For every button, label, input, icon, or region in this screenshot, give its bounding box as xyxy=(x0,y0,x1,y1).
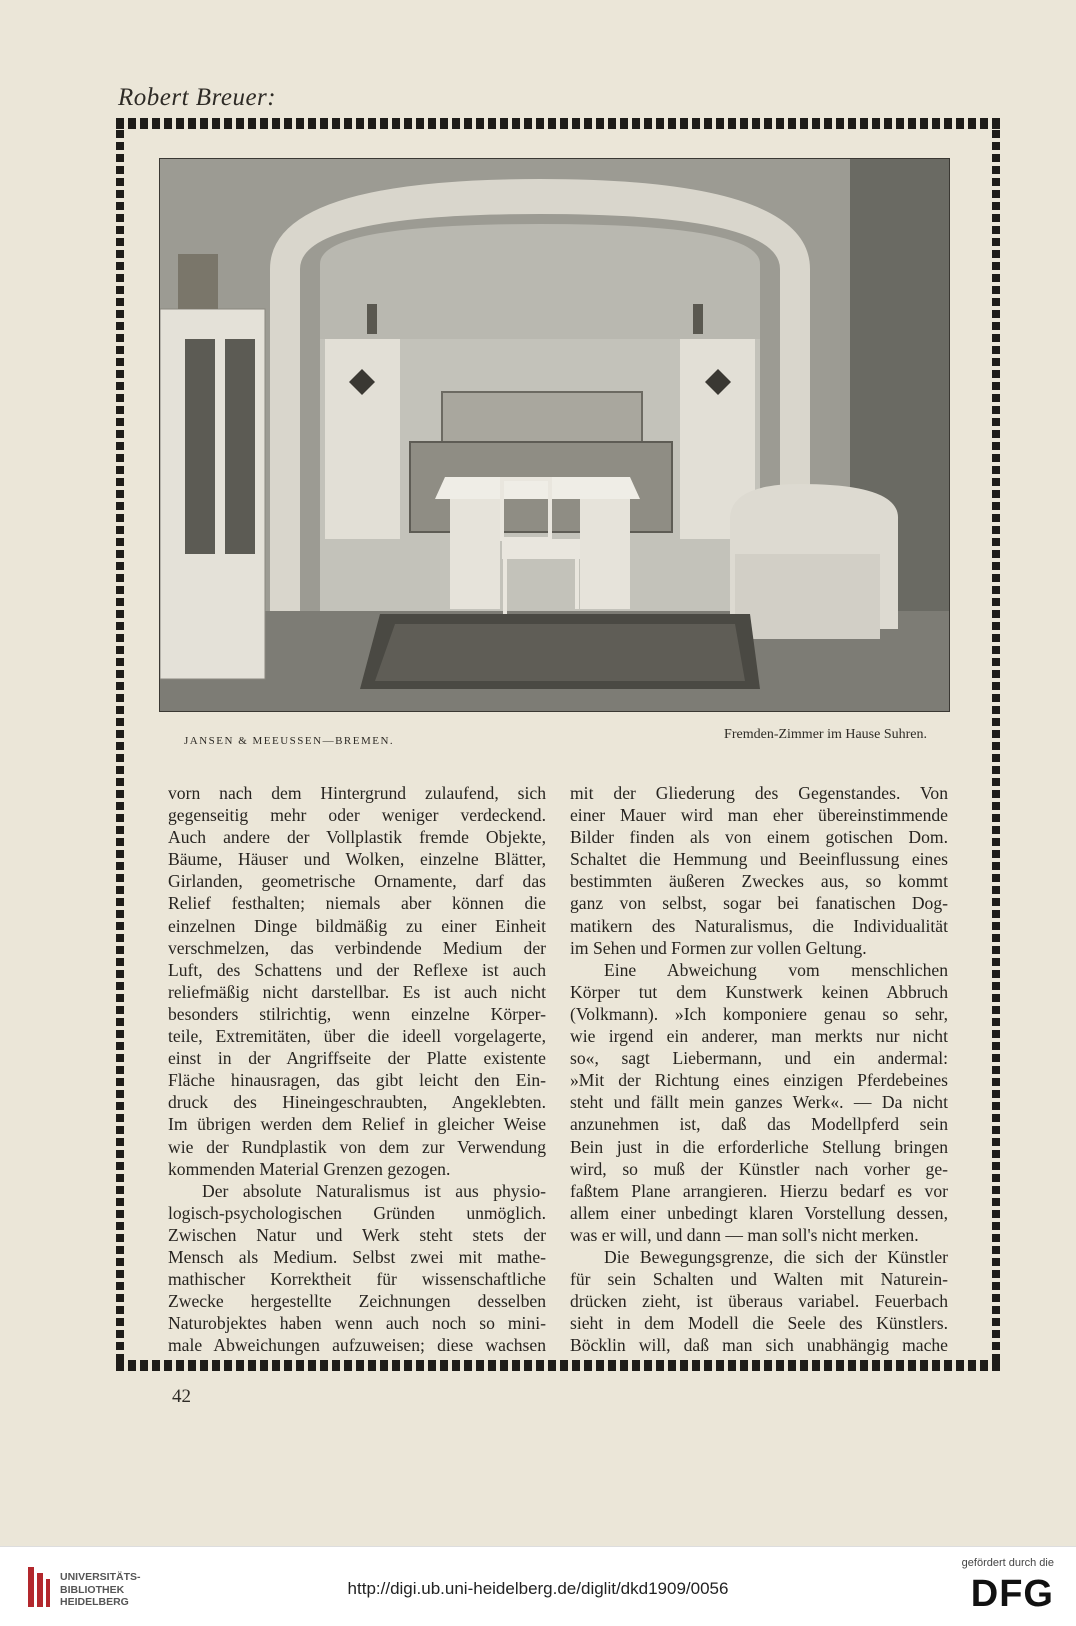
text-line: wie irgend ein anderer, man merkts nur nicht xyxy=(570,1026,948,1047)
text-line: teile, Extremitäten, über die ideell vorgelagerte, xyxy=(168,1026,546,1047)
text-line: einst in der Angriffseite der Platte existente xyxy=(168,1048,546,1069)
institution-line: HEIDELBERG xyxy=(60,1596,129,1608)
text-line: verschmelzen, das verbindende Medium der xyxy=(168,937,546,958)
text-line: druck des Hineingeschraubten, Angeklebten. xyxy=(168,1092,546,1113)
text-line: sieht in dem Modell die Seele des Künstlers. xyxy=(570,1313,948,1334)
text-line: gegenseitig mehr oder weniger verdeckend. xyxy=(168,805,546,826)
text-line: steht und fällt mein ganzes Werk«. — Da nicht xyxy=(570,1092,948,1113)
text-line: Luft, des Schattens und der Reflexe ist auch xyxy=(168,959,546,980)
text-line: bestimmten äußeren Zweckes aus, so kommt xyxy=(570,871,948,892)
text-line: drücken zieht, ist überaus variabel. Feuerbach xyxy=(570,1291,948,1312)
institution-line: BIBLIOTHEK xyxy=(60,1583,125,1596)
text-line: Der absolute Naturalismus ist aus physio- xyxy=(202,1180,546,1201)
text-line: Körper tut dem Kunstwerk keinen Abbruch xyxy=(570,981,948,1002)
text-line: Auch andere der Vollplastik fremde Objekte, xyxy=(168,827,546,848)
text-line: anzunehmen ist, daß das Modellpferd sein xyxy=(570,1114,948,1135)
text-line: mathischer Korrektheit für wissenschaftliche xyxy=(168,1269,546,1290)
text-line: mit der Gliederung des Gegenstandes. Von xyxy=(570,783,948,803)
text-line: vorn nach dem Hintergrund zulaufend, sich xyxy=(168,783,546,803)
viewer-footer xyxy=(0,1546,1076,1626)
text-column-right xyxy=(570,782,948,1356)
paragraph xyxy=(168,782,546,1180)
permalink-url[interactable]: http://digi.ub.uni-heidelberg.de/diglit/dkd1909/0056 xyxy=(347,1579,729,1598)
paragraph xyxy=(168,1180,546,1357)
text-line: Bäume, Häuser und Wolken, einzelne Blätter, xyxy=(168,849,546,870)
text-line: was er will, und dann — man soll's nicht merken. xyxy=(570,1224,919,1245)
text-line: für sein Schalten und Walten mit Naturein- xyxy=(570,1269,948,1290)
text-line: Schaltet die Hemmung und Beeinflussung eines xyxy=(570,849,948,870)
text-line: matikern des Naturalismus, die Individualität xyxy=(570,915,948,936)
border-top xyxy=(116,118,1000,129)
text-line: wie der Rundplastik von dem zur Verwendung xyxy=(168,1136,546,1157)
text-line: reliefmäßig nicht darstellbar. Es ist auch nicht xyxy=(168,981,546,1002)
text-line: faßtem Plane arrangieren. Hierzu bedarf es vor xyxy=(570,1180,948,1201)
text-line: (Volkmann). »Ich komponiere genau so sehr, xyxy=(570,1003,948,1024)
bedroom-interior-illustration xyxy=(160,159,949,711)
text-line: Bein just in die erforderliche Stellung bringen xyxy=(570,1136,948,1157)
text-line: Fläche hinausragen, das gibt leicht den Ein- xyxy=(168,1070,546,1091)
text-line: Zwischen Natur und Werk steht stets der xyxy=(168,1224,546,1245)
institution-line: UNIVERSITÄTS- xyxy=(60,1571,141,1583)
text-line: logisch-psychologischen Gründen unmöglich. xyxy=(168,1202,546,1223)
text-line: einzelnen Dinge bildmäßig zu einer Einheit xyxy=(168,915,546,936)
paragraph xyxy=(570,1246,948,1356)
room-photograph xyxy=(159,158,950,712)
text-line: Zwecke hergestellte Zeichnungen desselben xyxy=(168,1291,546,1312)
paragraph xyxy=(570,782,948,1246)
border-bottom xyxy=(116,1360,1000,1371)
text-line: Naturobjektes haben wenn auch noch so mini- xyxy=(168,1313,546,1334)
photo-title-caption: Fremden-Zimmer im Hause Suhren. xyxy=(724,727,927,742)
border-right xyxy=(992,118,1000,1371)
text-line: Böcklin will, daß man sich unabhängig mache xyxy=(570,1335,948,1356)
text-line: Die Bewegungsgrenze, die sich der Künstler xyxy=(604,1246,948,1267)
dfg-logo: DFG xyxy=(970,1573,1054,1615)
text-line: wird, so muß der Künstler nach vorher ge- xyxy=(570,1158,948,1179)
text-line: Relief festhalten; niemals aber können die xyxy=(168,893,546,914)
text-line: im Sehen und Formen zur vollen Geltung. xyxy=(570,937,867,958)
text-column-left xyxy=(168,782,546,1356)
funded-by-label: gefördert durch die xyxy=(961,1557,1054,1569)
text-line: »Mit der Richtung eines einzigen Pferdebeines xyxy=(570,1070,948,1091)
text-line: so«, sagt Liebermann, und ein andermal: xyxy=(570,1048,948,1069)
border-left xyxy=(116,118,124,1371)
photo-credit-caption: JANSEN & MEEUSSEN—BREMEN. xyxy=(184,735,395,747)
text-line: kommenden Material Grenzen gezogen. xyxy=(168,1158,451,1179)
text-line: besonders stilrichtig, wenn einzelne Körper- xyxy=(168,1003,546,1024)
text-line: Bilder finden als von einem gotischen Dom. xyxy=(570,827,948,848)
text-line: ganz von selbst, sogar bei fanatischen Dog- xyxy=(570,893,948,914)
text-line: einer Mauer wird man eher übereinstimmende xyxy=(570,805,948,826)
page-number: 42 xyxy=(172,1386,191,1407)
text-line: allem einer unbedingt klaren Vorstellung dessen, xyxy=(570,1202,948,1223)
text-line: Girlanden, geometrische Ornamente, darf das xyxy=(168,871,546,892)
text-line: Im übrigen werden dem Relief in gleicher Weise xyxy=(168,1114,546,1135)
text-line: Mensch als Medium. Selbst zwei mit mathe- xyxy=(168,1246,546,1267)
running-head: Robert Breuer: xyxy=(118,84,277,111)
text-line: male Abweichungen aufzuweisen; diese wachsen xyxy=(168,1335,546,1356)
text-line: Eine Abweichung vom menschlichen xyxy=(604,959,948,980)
